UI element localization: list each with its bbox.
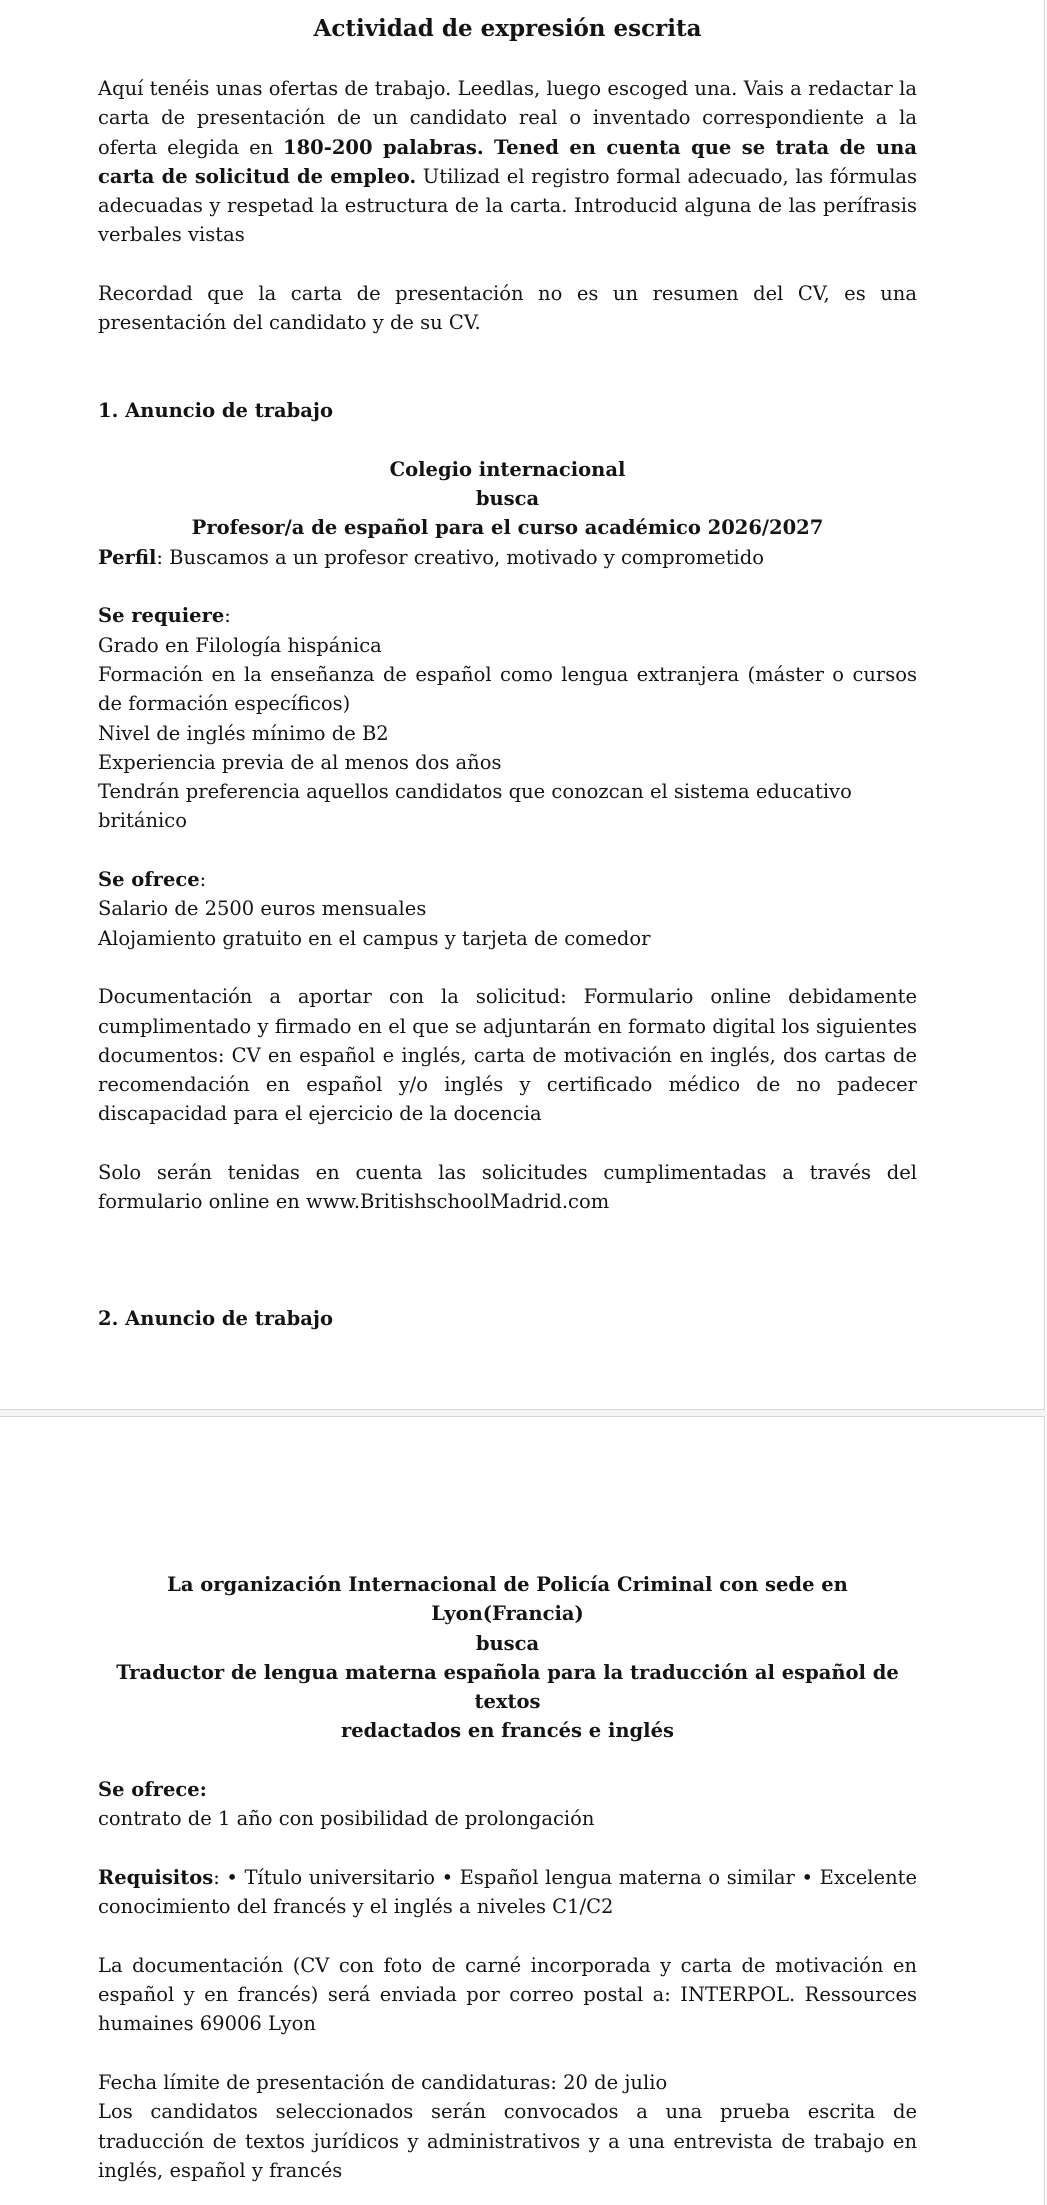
ad1-ofrece-label: Se ofrece xyxy=(98,868,200,892)
ad2-requisitos-text: : • Título universitario • Español lengua materna o similar • Excelente conocimiento del francés y el inglés a niveles C1/C2 xyxy=(98,1865,917,1919)
ad2-requisitos xyxy=(98,1863,917,1922)
ad2-selection: Los candidatos seleccionados serán convocados a una prueba escrita de traducción de textos jurídicos y administrativos y a una entrevista de trabajo en inglés, español y francés xyxy=(98,2100,917,2182)
ad2-position-line-1: Traductor de lengua materna española para la traducción al español de textos xyxy=(116,1660,899,1714)
ad2-ofrece-text: contrato de 1 año con posibilidad de prolongación xyxy=(98,1807,595,1831)
intro-paragraph-1 xyxy=(98,74,917,250)
ad1-perfil-text: : Buscamos a un profesor creativo, motivado y comprometido xyxy=(156,545,765,569)
ad2-deadline: Fecha límite de presentación de candidaturas: 20 de julio xyxy=(98,2071,668,2095)
intro-bold-text: 180-200 palabras. Tened en cuenta que se trata de una carta de solicitud de empleo. xyxy=(98,135,917,188)
page-1-content xyxy=(98,11,917,1334)
ad1-offer: Alojamiento gratuito en el campus y tarjeta de comedor xyxy=(98,926,651,950)
ad2-employer: La organización Internacional de Policía Criminal con sede en Lyon(Francia) xyxy=(167,1573,848,1626)
ad2-requisitos-label: Requisitos xyxy=(98,1865,214,1889)
ad1-ofrece-colon: : xyxy=(199,868,207,892)
intro-paragraph-2: Recordad que la carta de presentación no es un resumen del CV, es una presentación del candidato y de su CV. xyxy=(98,282,917,335)
ad1-heading: 1. Anuncio de trabajo xyxy=(98,399,333,423)
ad1-requirement: Nivel de inglés mínimo de B2 xyxy=(98,721,389,745)
intro-text-2: Utilizad el registro formal adecuado, las fórmulas adecuadas y respetad la estructura de la carta. Introducid alguna de las perífrasis verbales vistas xyxy=(98,164,917,247)
ad1-offer: Salario de 2500 euros mensuales xyxy=(98,897,427,921)
ad1-requiere xyxy=(98,601,917,630)
ad2-position-line-2: redactados en francés e inglés xyxy=(341,1719,674,1743)
ad1-requirement: Grado en Filología hispánica xyxy=(98,633,382,657)
ad1-note: Solo serán tenidas en cuenta las solicitudes cumplimentadas a través del formulario online en www.BritishschoolMadrid.com xyxy=(98,1160,917,1214)
document-title: Actividad de expresión escrita xyxy=(313,15,702,42)
intro-text-1: Aquí tenéis unas ofertas de trabajo. Leedlas, luego escoged una. Vais a redactar la carta de presentación de un candidato real o inventado correspondiente a la oferta elegida en xyxy=(98,77,917,159)
ad1-position: Profesor/a de español para el curso académico 2026/2027 xyxy=(191,516,824,540)
ad1-documentation: Documentación a aportar con la solicitud: Formulario online debidamente cumplimentado y firmado en el que se adjuntarán en formato digital los siguientes documentos: CV en español e inglés, carta de motivación en inglés, dos cartas de recomendación en español y/o inglés y certificado médico de no padecer discapacidad para el ejercicio de la docencia xyxy=(98,985,917,1126)
ad2-busca: busca xyxy=(475,1631,540,1655)
ad1-ofrece xyxy=(98,865,917,894)
ad2-heading: 2. Anuncio de trabajo xyxy=(98,1307,333,1331)
ad1-perfil xyxy=(98,543,917,572)
ad1-busca: busca xyxy=(475,487,540,511)
ad1-requiere-label: Se requiere xyxy=(98,604,225,628)
ad2-ofrece-label: Se ofrece: xyxy=(98,1778,207,1802)
ad1-requirement: Tendrán preferencia aquellos candidatos que conozcan el sistema educativo británico xyxy=(98,780,852,833)
ad1-requirement: Experiencia previa de al menos dos años xyxy=(98,750,502,774)
ad1-employer: Colegio internacional xyxy=(389,457,626,481)
ad1-requiere-colon: : xyxy=(224,604,231,628)
ad1-perfil-label: Perfil xyxy=(98,545,157,569)
ad1-requirement: Formación en la enseñanza de español como lengua extranjera (máster o cursos de formación específicos) xyxy=(98,662,917,716)
ad2-documentation: La documentación (CV con foto de carné incorporada y carta de motivación en español y en francés) será enviada por correo postal a: INTERPOL. Ressources humaines 69006 Lyon xyxy=(98,1953,917,2036)
page-2-content xyxy=(98,1570,917,2185)
